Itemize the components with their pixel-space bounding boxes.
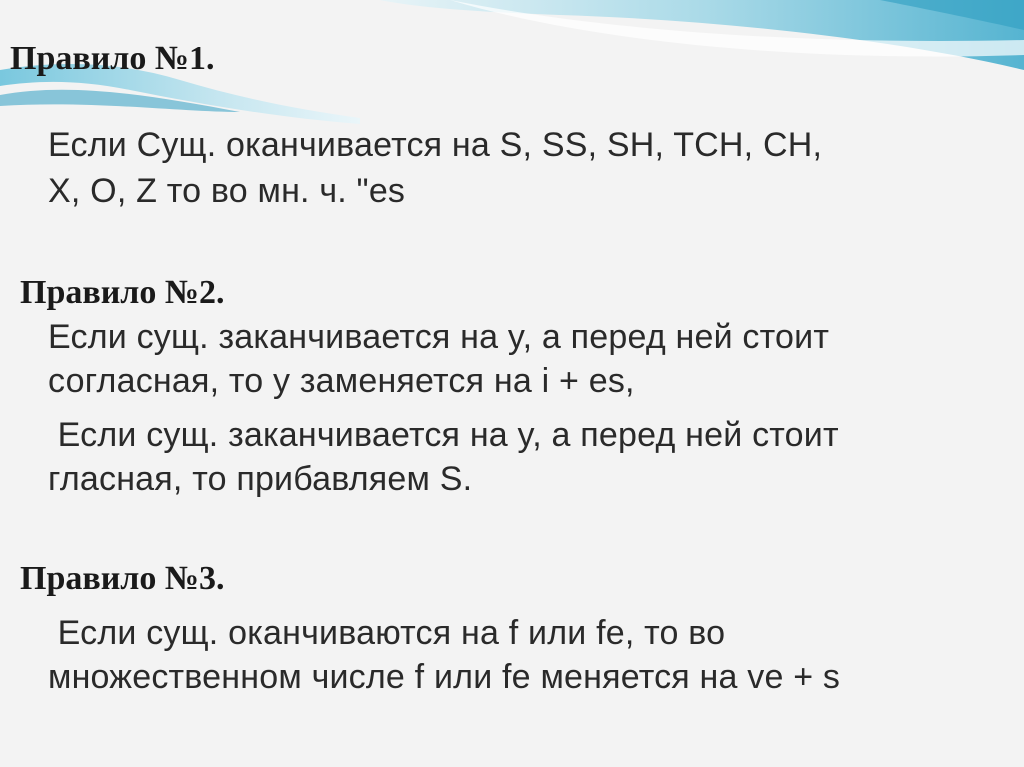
rule-2-line-3: Если сущ. заканчивается на y, а перед ней стоит [48,416,839,454]
rule-2-line-1: Если сущ. заканчивается на y, а перед ней стоит [48,318,830,356]
rule-3-line-1: Если сущ. оканчиваются на f или fe, то во [48,614,726,652]
rule-1-title: Правило №1. [10,40,215,77]
rule-2-line-2: согласная, то y заменяется на i + es, [48,362,635,400]
rule-2-line-4: гласная, то прибавляем S. [48,460,473,498]
rule-1-line-1: Если Сущ. оканчивается на S, SS, SH, TCH, CH, [48,126,823,164]
rule-2-title: Правило №2. [20,274,225,311]
rule-3-title: Правило №3. [20,560,225,597]
rule-3-line-2: множественном числе f или fe меняется на ve + s [48,658,841,696]
rule-1-line-2: X, O, Z то во мн. ч. "es [48,172,406,210]
